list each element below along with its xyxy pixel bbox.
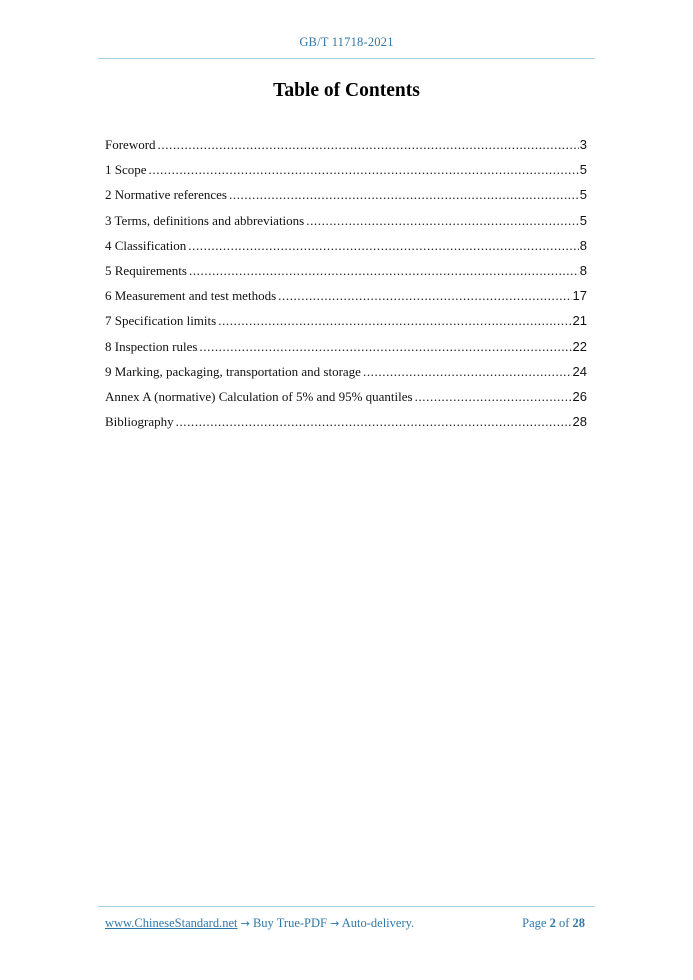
toc-entry-label: Bibliography [105, 414, 174, 430]
total-pages-number: 28 [572, 916, 585, 930]
dot-leader [199, 338, 571, 356]
dot-leader [363, 363, 572, 381]
page-word: Page [522, 916, 547, 930]
footer-divider [98, 906, 595, 907]
toc-entry-inspection-rules[interactable] [105, 338, 587, 363]
toc-entry-label: 9 Marking, packaging, transportation and storage [105, 363, 361, 379]
page-indicator [522, 916, 585, 931]
toc-entry-measurement-test-methods[interactable] [105, 287, 587, 312]
toc-entry-label: 5 Requirements [105, 262, 187, 278]
toc-entry-page: 26 [572, 388, 587, 404]
toc-entry-marking-packaging[interactable] [105, 363, 587, 388]
toc-entry-label: 6 Measurement and test methods [105, 288, 277, 304]
dot-leader [229, 186, 579, 204]
toc-entry-label: Foreword [105, 137, 156, 152]
dot-leader [176, 413, 572, 431]
document-code-header: GB/T 11718-2021 [299, 35, 394, 49]
toc-entry-label: 8 Inspection rules [105, 338, 198, 354]
toc-entry-page: 8 [579, 262, 587, 278]
toc-list [105, 136, 587, 438]
current-page-number: 2 [549, 916, 556, 930]
toc-entry-specification-limits[interactable] [105, 312, 587, 337]
toc-entry-page: 3 [579, 137, 587, 152]
site-link[interactable]: www.ChineseStandard.net [105, 916, 238, 930]
toc-entry-classification[interactable] [105, 237, 587, 262]
arrow-right-icon: → [330, 917, 340, 930]
footer-promo [105, 916, 414, 931]
toc-entry-label: 4 Classification [105, 237, 187, 253]
dot-leader [189, 262, 579, 280]
dot-leader [415, 388, 572, 406]
auto-delivery-text: Auto-delivery. [341, 916, 415, 930]
buy-true-pdf-text: Buy True-PDF [252, 916, 327, 930]
toc-entry-annex-a[interactable] [105, 388, 587, 413]
toc-entry-requirements[interactable] [105, 262, 587, 287]
toc-entry-label: 7 Specification limits [105, 313, 217, 329]
dot-leader [278, 287, 571, 305]
dot-leader [149, 161, 579, 179]
dot-leader [158, 136, 579, 154]
dot-leader [218, 312, 571, 330]
toc-entry-page: 17 [572, 288, 587, 304]
toc-entry-terms-definitions[interactable] [105, 212, 587, 237]
toc-entry-bibliography[interactable] [105, 413, 587, 438]
toc-entry-page: 22 [572, 338, 587, 354]
toc-entry-page: 5 [579, 212, 587, 228]
toc-title: Table of Contents [273, 80, 420, 101]
header-divider [98, 58, 595, 59]
toc-entry-page: 21 [572, 313, 587, 329]
toc-entry-page: 5 [579, 187, 587, 203]
toc-entry-page: 24 [572, 363, 587, 379]
dot-leader [188, 237, 579, 255]
toc-entry-label: Annex A (normative) Calculation of 5% and 95% quantiles [105, 388, 413, 404]
toc-entry-page: 5 [579, 162, 587, 178]
toc-entry-label: 1 Scope [105, 162, 147, 178]
dot-leader [306, 212, 579, 230]
toc-entry-normative-references[interactable] [105, 186, 587, 211]
of-word: of [558, 916, 570, 930]
toc-entry-foreword[interactable] [105, 136, 587, 161]
toc-entry-page: 28 [572, 414, 587, 430]
toc-entry-scope[interactable] [105, 161, 587, 186]
toc-entry-label: 2 Normative references [105, 187, 227, 203]
arrow-right-icon: → [240, 917, 250, 930]
toc-entry-page: 8 [579, 237, 587, 253]
toc-entry-label: 3 Terms, definitions and abbreviations [105, 212, 305, 228]
